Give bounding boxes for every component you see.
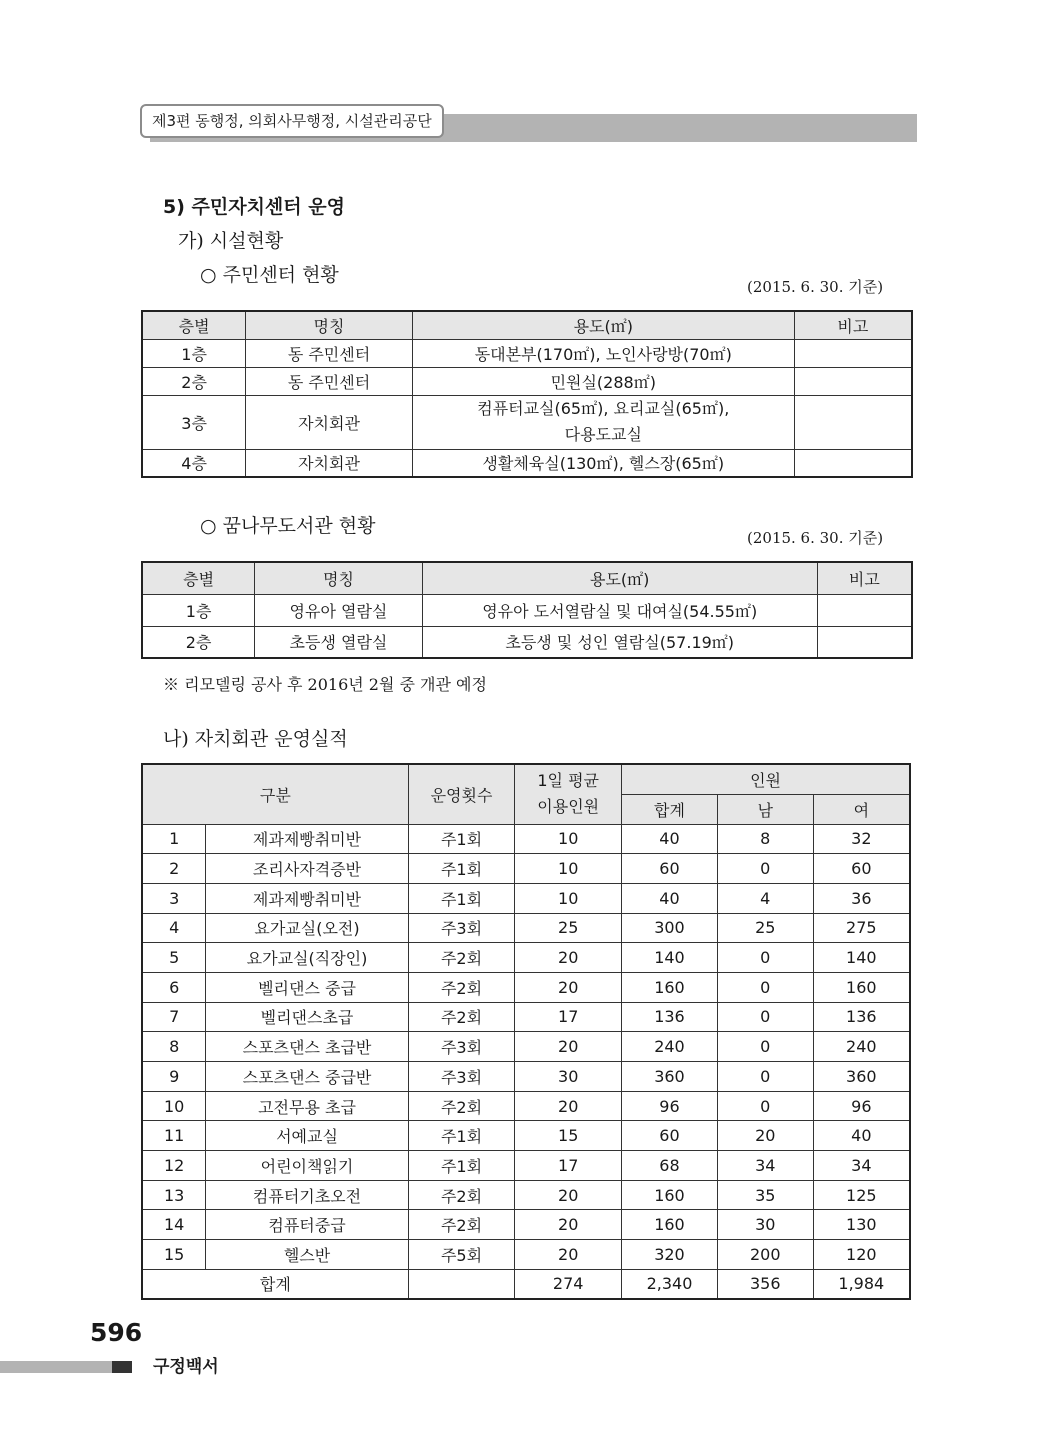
cell: [408, 1269, 515, 1299]
cell: 20: [515, 1240, 622, 1270]
table-row: [142, 367, 912, 395]
cell: 360: [813, 1062, 910, 1092]
cell: 민원실(288㎡): [412, 367, 794, 395]
cell: 6: [142, 972, 206, 1002]
cell: 주1회: [408, 824, 515, 854]
cell: 0: [717, 1091, 813, 1121]
cell: 5: [142, 943, 206, 973]
cell: 60: [813, 854, 910, 884]
cell: 헬스반: [206, 1240, 408, 1270]
table-row: [142, 1121, 910, 1151]
bullet-library: ○ 꿈나무도서관 현황: [200, 515, 376, 537]
cell: 스포츠댄스 초급반: [206, 1032, 408, 1062]
date-note-2: (2015. 6. 30. 기준): [747, 529, 884, 547]
cell: 40: [622, 824, 718, 854]
table-row: [142, 1002, 910, 1032]
table-row: [142, 1062, 910, 1092]
cell: 주3회: [408, 1032, 515, 1062]
cell: 32: [813, 824, 910, 854]
cell: 20: [515, 972, 622, 1002]
header-remarks: 비고: [817, 562, 912, 594]
cell: 고전무용 초급: [206, 1091, 408, 1121]
cell: 1층: [142, 339, 246, 367]
cell: 10: [515, 883, 622, 913]
cell: 20: [515, 943, 622, 973]
cell: 160: [622, 1210, 718, 1240]
cell: 15: [515, 1121, 622, 1151]
cell: 96: [813, 1091, 910, 1121]
table-row: [142, 913, 910, 943]
header-female: 여: [813, 794, 910, 824]
remodeling-note: ※ 리모델링 공사 후 2016년 2월 중 개관 예정: [163, 675, 487, 694]
cell: 17: [515, 1002, 622, 1032]
cell: 34: [813, 1151, 910, 1181]
cell: 17: [515, 1151, 622, 1181]
cell: [794, 367, 912, 395]
cell: 96: [622, 1091, 718, 1121]
cell: 240: [622, 1032, 718, 1062]
cell: 274: [515, 1269, 622, 1299]
cell: 동 주민센터: [246, 339, 413, 367]
cell: 벨리댄스 중급: [206, 972, 408, 1002]
cell: 주1회: [408, 854, 515, 884]
chapter-title: 제3편 동행정, 의회사무행정, 시설관리공단: [140, 104, 444, 138]
cell: 4층: [142, 449, 246, 477]
cell: 동대본부(170㎡), 노인사랑방(70㎡): [412, 339, 794, 367]
cell: 주1회: [408, 1121, 515, 1151]
cell: 68: [622, 1151, 718, 1181]
cell: 컴퓨터교실(65㎡), 요리교실(65㎡), 다용도교실: [412, 395, 794, 449]
cell: 34: [717, 1151, 813, 1181]
cell: 60: [622, 1121, 718, 1151]
cell: 초등생 열람실: [255, 626, 423, 658]
table-row: [142, 594, 912, 626]
cell: 요가교실(직장인): [206, 943, 408, 973]
header-usage: 용도(㎡): [412, 311, 794, 339]
cell: 영유아 도서열람실 및 대여실(54.55㎡): [422, 594, 817, 626]
cell: 2: [142, 854, 206, 884]
header-remarks: 비고: [794, 311, 912, 339]
cell: 컴퓨터중급: [206, 1210, 408, 1240]
cell: 영유아 열람실: [255, 594, 423, 626]
cell: 주1회: [408, 883, 515, 913]
cell: 160: [622, 972, 718, 1002]
table-row: [142, 1032, 910, 1062]
cell: 초등생 및 성인 열람실(57.19㎡): [422, 626, 817, 658]
cell: 2층: [142, 367, 246, 395]
cell: 자치회관: [246, 395, 413, 449]
cell: 스포츠댄스 중급반: [206, 1062, 408, 1092]
cell: 주1회: [408, 1151, 515, 1181]
table-body: [142, 824, 910, 1299]
cell: 10: [515, 854, 622, 884]
cell: 12: [142, 1151, 206, 1181]
header-total: 합계: [622, 794, 718, 824]
cell: 주3회: [408, 913, 515, 943]
cell: 25: [717, 913, 813, 943]
cell: 14: [142, 1210, 206, 1240]
cell: [817, 594, 912, 626]
header-floor: 층별: [142, 562, 255, 594]
table-row: [142, 1210, 910, 1240]
cell: 제과제빵취미반: [206, 883, 408, 913]
cell: 4: [717, 883, 813, 913]
cell: 주2회: [408, 943, 515, 973]
cell: 240: [813, 1032, 910, 1062]
cell: 10: [515, 824, 622, 854]
cell: 1층: [142, 594, 255, 626]
cell: 136: [813, 1002, 910, 1032]
page-number: 596: [90, 1318, 143, 1347]
cell: 120: [813, 1240, 910, 1270]
cell: 주2회: [408, 1180, 515, 1210]
table-row: [142, 449, 912, 477]
cell: 주2회: [408, 972, 515, 1002]
cell: 0: [717, 1002, 813, 1032]
cell: 7: [142, 1002, 206, 1032]
cell: [794, 395, 912, 449]
library-table: [141, 561, 913, 659]
cell: [817, 626, 912, 658]
cell: 25: [515, 913, 622, 943]
subsection-facilities: 가) 시설현황: [178, 230, 284, 252]
header-people: 인원: [622, 764, 910, 794]
table-row: [142, 972, 910, 1002]
cell: 20: [515, 1032, 622, 1062]
cell: [794, 449, 912, 477]
table-row: [142, 395, 912, 449]
cell: 356: [717, 1269, 813, 1299]
cell: 20: [515, 1091, 622, 1121]
header-category: 구분: [142, 764, 408, 824]
table-row: [142, 824, 910, 854]
performance-table: [141, 763, 911, 1300]
table-row: [142, 854, 910, 884]
cell: 동 주민센터: [246, 367, 413, 395]
cell: 어린이책읽기: [206, 1151, 408, 1181]
table-row: [142, 339, 912, 367]
cell: 15: [142, 1240, 206, 1270]
cell: 200: [717, 1240, 813, 1270]
cell: 30: [717, 1210, 813, 1240]
cell: 60: [622, 854, 718, 884]
cell: 140: [813, 943, 910, 973]
cell: 컴퓨터기초오전: [206, 1180, 408, 1210]
cell: 자치회관: [246, 449, 413, 477]
header-usage: 용도(㎡): [422, 562, 817, 594]
community-center-table: [141, 310, 913, 478]
cell: 125: [813, 1180, 910, 1210]
table-header-row: [142, 764, 910, 794]
cell: 0: [717, 1062, 813, 1092]
cell: 10: [142, 1091, 206, 1121]
cell: 320: [622, 1240, 718, 1270]
cell: 서예교실: [206, 1121, 408, 1151]
cell: 9: [142, 1062, 206, 1092]
cell: 30: [515, 1062, 622, 1092]
cell: 275: [813, 913, 910, 943]
table-row: [142, 1180, 910, 1210]
table-row: [142, 943, 910, 973]
cell: 벨리댄스초급: [206, 1002, 408, 1032]
cell: 20: [515, 1210, 622, 1240]
header-name: 명칭: [246, 311, 413, 339]
cell: 0: [717, 1032, 813, 1062]
total-row: [142, 1269, 910, 1299]
cell: 2,340: [622, 1269, 718, 1299]
cell: 조리사자격증반: [206, 854, 408, 884]
cell: 13: [142, 1180, 206, 1210]
footer-marker: [112, 1361, 132, 1373]
cell: 160: [813, 972, 910, 1002]
table-row: [142, 1151, 910, 1181]
header-floor: 층별: [142, 311, 246, 339]
subsection-performance: 나) 자치회관 운영실적: [163, 728, 348, 750]
cell: 8: [142, 1032, 206, 1062]
section-heading: 5) 주민자치센터 운영: [163, 196, 345, 218]
cell: 주2회: [408, 1210, 515, 1240]
cell: 35: [717, 1180, 813, 1210]
cell: 36: [813, 883, 910, 913]
cell: 40: [813, 1121, 910, 1151]
bullet-community-center: ○ 주민센터 현황: [200, 264, 339, 286]
cell: 300: [622, 913, 718, 943]
header-frequency: 운영횟수: [408, 764, 515, 824]
cell: 주5회: [408, 1240, 515, 1270]
cell: 4: [142, 913, 206, 943]
cell: 합계: [142, 1269, 408, 1299]
table-row: [142, 1091, 910, 1121]
cell: 40: [622, 883, 718, 913]
cell: 1,984: [813, 1269, 910, 1299]
table-row: [142, 1240, 910, 1270]
cell: 0: [717, 854, 813, 884]
cell: 주2회: [408, 1091, 515, 1121]
table-row: [142, 626, 912, 658]
book-title: 구정백서: [153, 1357, 219, 1377]
cell: 360: [622, 1062, 718, 1092]
cell: 20: [515, 1180, 622, 1210]
date-note-1: (2015. 6. 30. 기준): [747, 278, 884, 296]
cell: 주3회: [408, 1062, 515, 1092]
cell: 1: [142, 824, 206, 854]
cell: 160: [622, 1180, 718, 1210]
cell: 20: [717, 1121, 813, 1151]
header-daily-average: 1일 평균 이용인원: [515, 764, 622, 824]
cell: 2층: [142, 626, 255, 658]
cell: 제과제빵취미반: [206, 824, 408, 854]
cell: 0: [717, 943, 813, 973]
table-header-row: [142, 562, 912, 594]
cell: 생활체육실(130㎡), 헬스장(65㎡): [412, 449, 794, 477]
table-header-row: [142, 311, 912, 339]
footer-bar: [0, 1361, 112, 1373]
cell: 주2회: [408, 1002, 515, 1032]
header-name: 명칭: [255, 562, 423, 594]
cell: [794, 339, 912, 367]
cell: 3층: [142, 395, 246, 449]
cell: 8: [717, 824, 813, 854]
cell: 0: [717, 972, 813, 1002]
cell: 요가교실(오전): [206, 913, 408, 943]
cell: 140: [622, 943, 718, 973]
header-male: 남: [717, 794, 813, 824]
cell: 11: [142, 1121, 206, 1151]
cell: 136: [622, 1002, 718, 1032]
cell: 130: [813, 1210, 910, 1240]
cell: 3: [142, 883, 206, 913]
table-row: [142, 883, 910, 913]
